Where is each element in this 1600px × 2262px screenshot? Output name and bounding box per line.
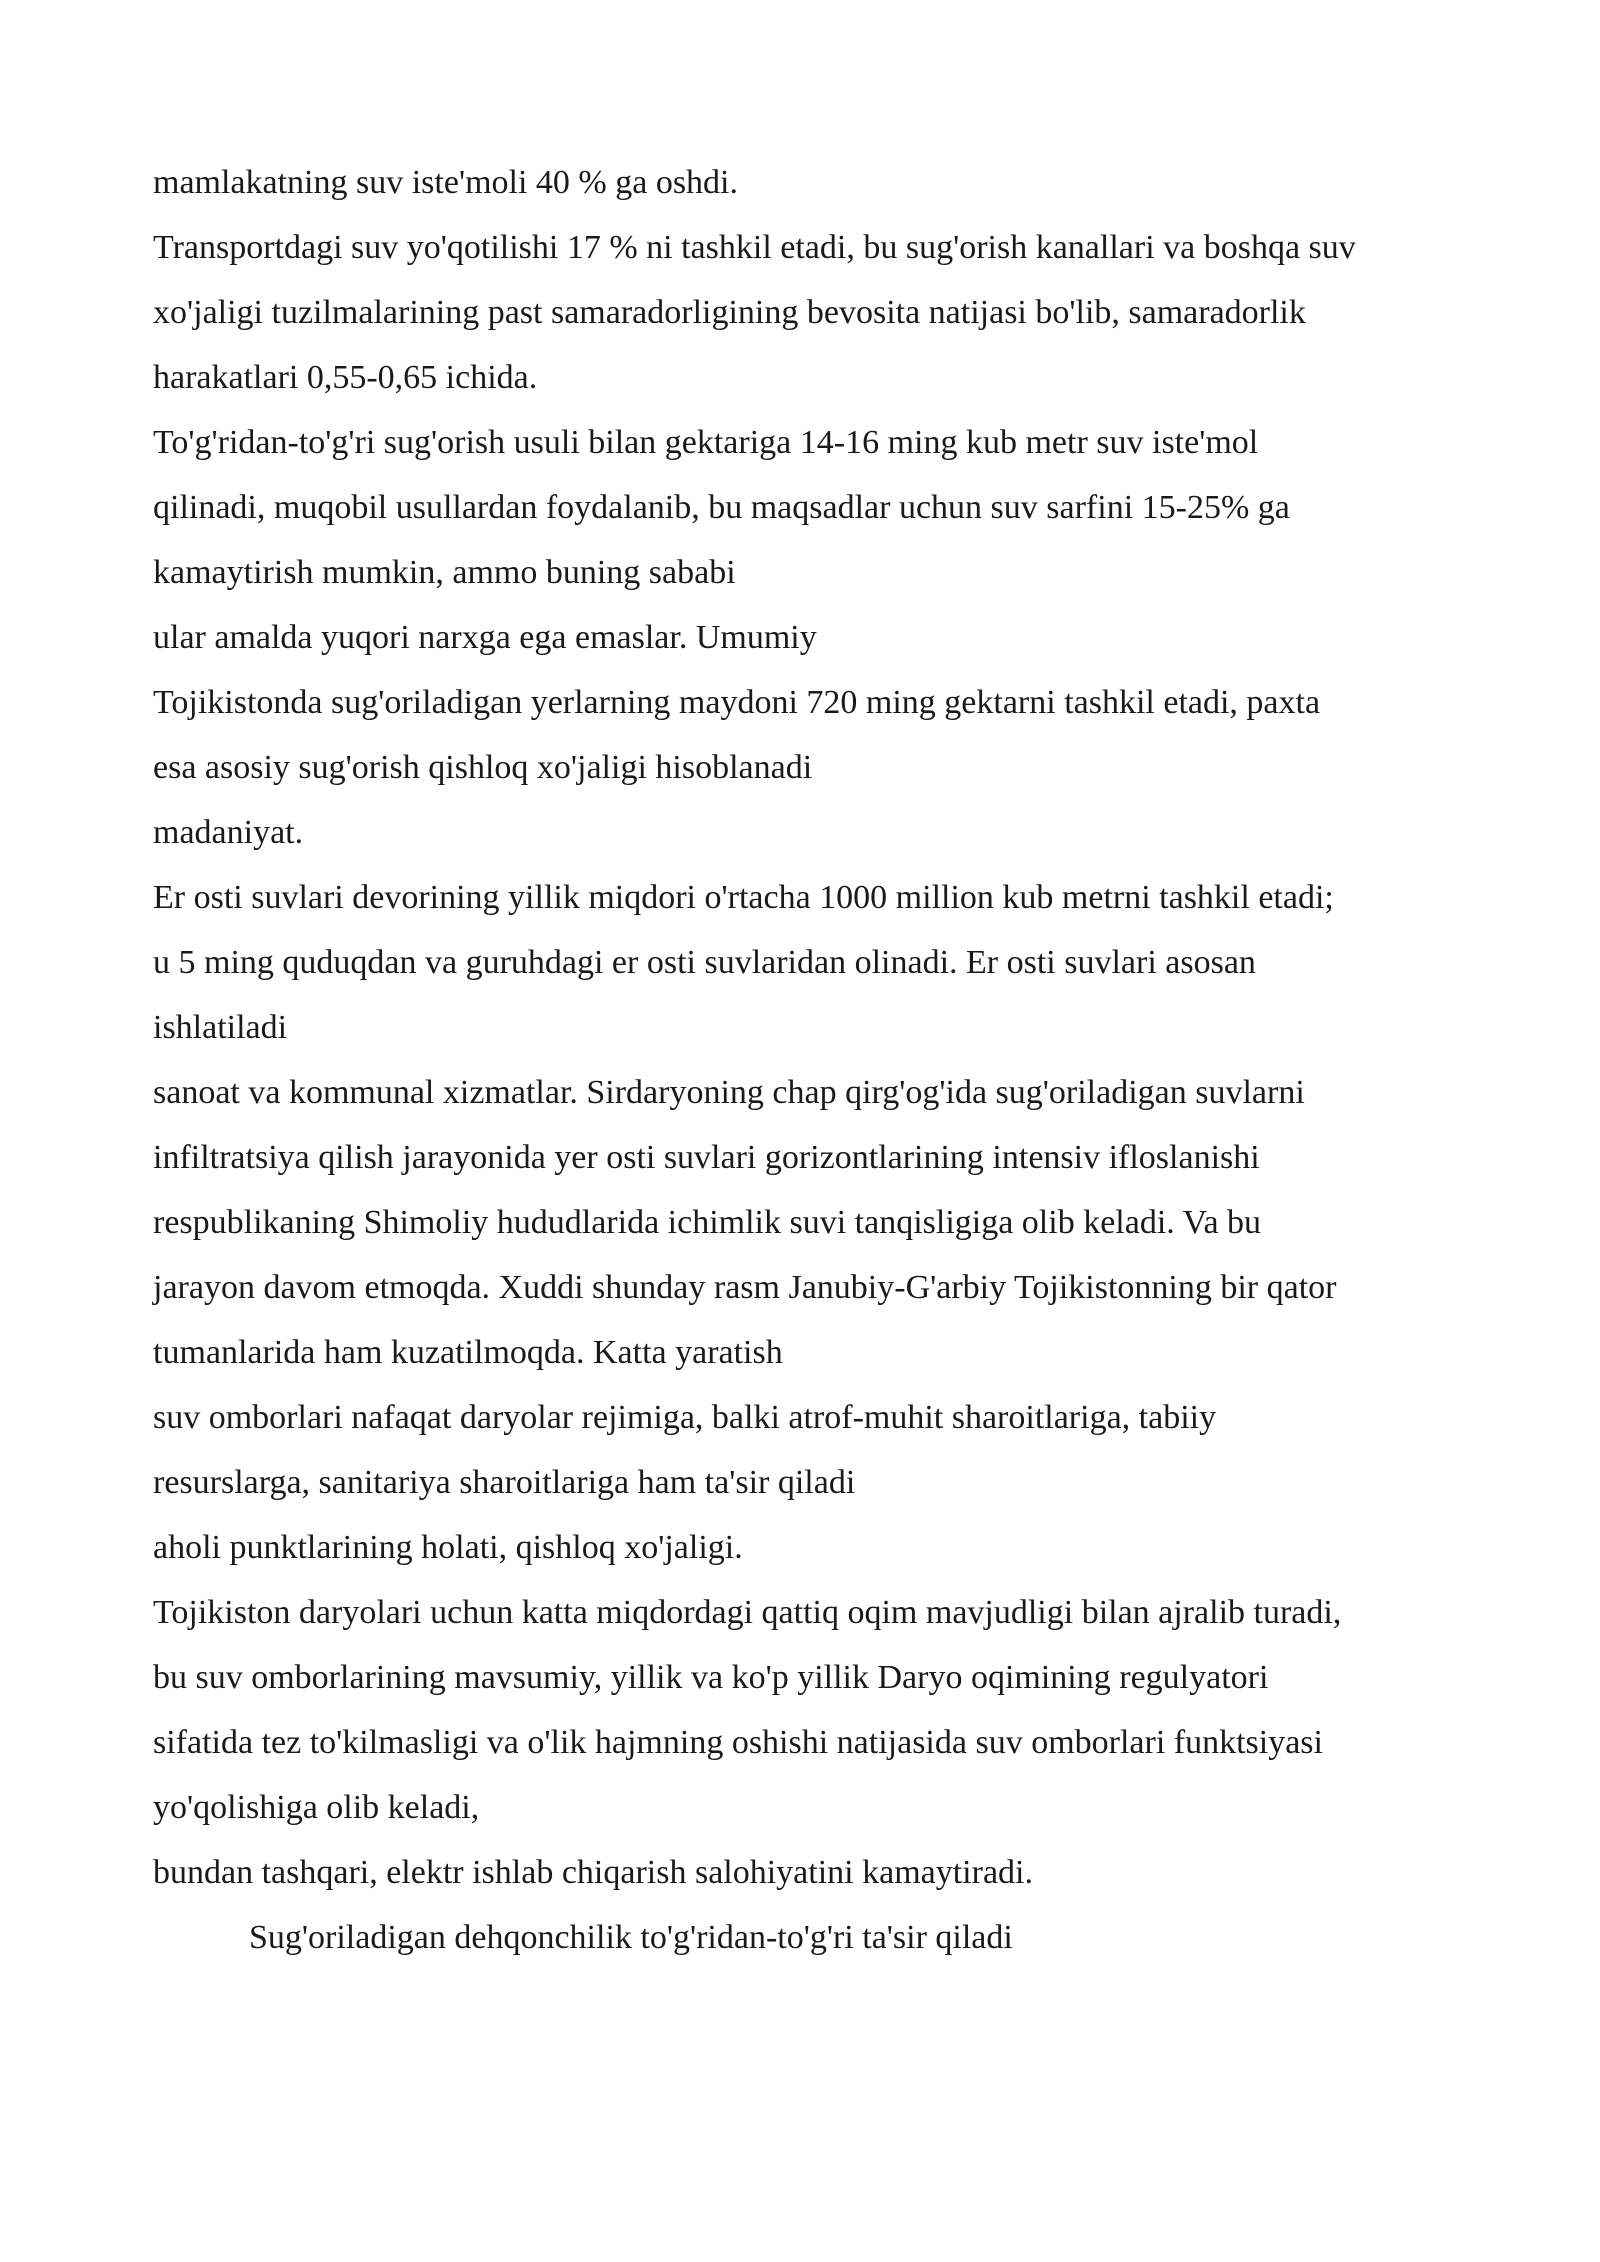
text-line: sanoat va kommunal xizmatlar. Sirdaryoning chap qirg'og'ida sug'oriladigan suvlarni — [153, 1074, 1305, 1111]
text-line: xo'jaligi tuzilmalarining past samaradorligining bevosita natijasi bo'lib, samaradorlik — [153, 294, 1306, 331]
text-line: suv omborlari nafaqat daryolar rejimiga, balki atrof-muhit sharoitlariga, tabiiy — [153, 1399, 1217, 1436]
text-line: madaniyat. — [153, 814, 304, 851]
text-line: aholi punktlarining holati, qishloq xo'jaligi. — [153, 1529, 743, 1566]
text-line: yo'qolishiga olib keladi, — [153, 1789, 480, 1826]
text-line: jarayon davom etmoqda. Xuddi shunday rasm Janubiy-G'arbiy Tojikistonning bir qator — [153, 1269, 1337, 1306]
text-line: bundan tashqari, elektr ishlab chiqarish salohiyatini kamaytiradi. — [153, 1854, 1033, 1891]
text-line: kamaytirish mumkin, ammo buning sababi — [153, 554, 736, 591]
text-line: Tojikistonda sug'oriladigan yerlarning maydoni 720 ming gektarni tashkil etadi, paxta — [153, 684, 1321, 721]
text-line: Transportdagi suv yo'qotilishi 17 % ni tashkil etadi, bu sug'orish kanallari va boshqa suv — [153, 229, 1356, 266]
text-line: infiltratsiya qilish jarayonida yer osti suvlari gorizontlarining intensiv ifloslanishi — [153, 1139, 1260, 1176]
text-line: u 5 ming quduqdan va guruhdagi er osti suvlaridan olinadi. Er osti suvlari asosan — [153, 944, 1256, 981]
text-line: ishlatiladi — [153, 1009, 288, 1046]
text-line: To'g'ridan-to'g'ri sug'orish usuli bilan gektariga 14-16 ming kub metr suv iste'mol — [153, 424, 1259, 461]
text-line: harakatlari 0,55-0,65 ichida. — [153, 359, 538, 396]
text-line: sifatida tez to'kilmasligi va o'lik hajmning oshishi natijasida suv omborlari funktsiyasi — [153, 1724, 1323, 1761]
text-line: Tojikiston daryolari uchun katta miqdordagi qattiq oqim mavjudligi bilan ajralib turadi, — [153, 1594, 1342, 1631]
text-line: mamlakatning suv iste'moli 40 % ga oshdi. — [153, 164, 739, 201]
text-line-indented: Sug'oriladigan dehqonchilik to'g'ridan-to'g'ri ta'sir qiladi — [249, 1919, 1013, 1956]
text-line: ular amalda yuqori narxga ega emaslar. Umumiy — [153, 619, 817, 656]
text-line: esa asosiy sug'orish qishloq xo'jaligi hisoblanadi — [153, 749, 813, 786]
text-line: resurslarga, sanitariya sharoitlariga ham ta'sir qiladi — [153, 1464, 856, 1501]
text-line: Er osti suvlari devorining yillik miqdori o'rtacha 1000 million kub metrni tashkil etadi; — [153, 879, 1334, 916]
text-line: qilinadi, muqobil usullardan foydalanib, bu maqsadlar uchun suv sarfini 15-25% ga — [153, 489, 1290, 526]
text-line: tumanlarida ham kuzatilmoqda. Katta yaratish — [153, 1334, 783, 1371]
text-line: bu suv omborlarining mavsumiy, yillik va ko'p yillik Daryo oqimining regulyatori — [153, 1659, 1269, 1696]
text-line: respublikaning Shimoliy hududlarida ichimlik suvi tanqisligiga olib keladi. Va bu — [153, 1204, 1262, 1241]
document-body — [153, 150, 1513, 1970]
